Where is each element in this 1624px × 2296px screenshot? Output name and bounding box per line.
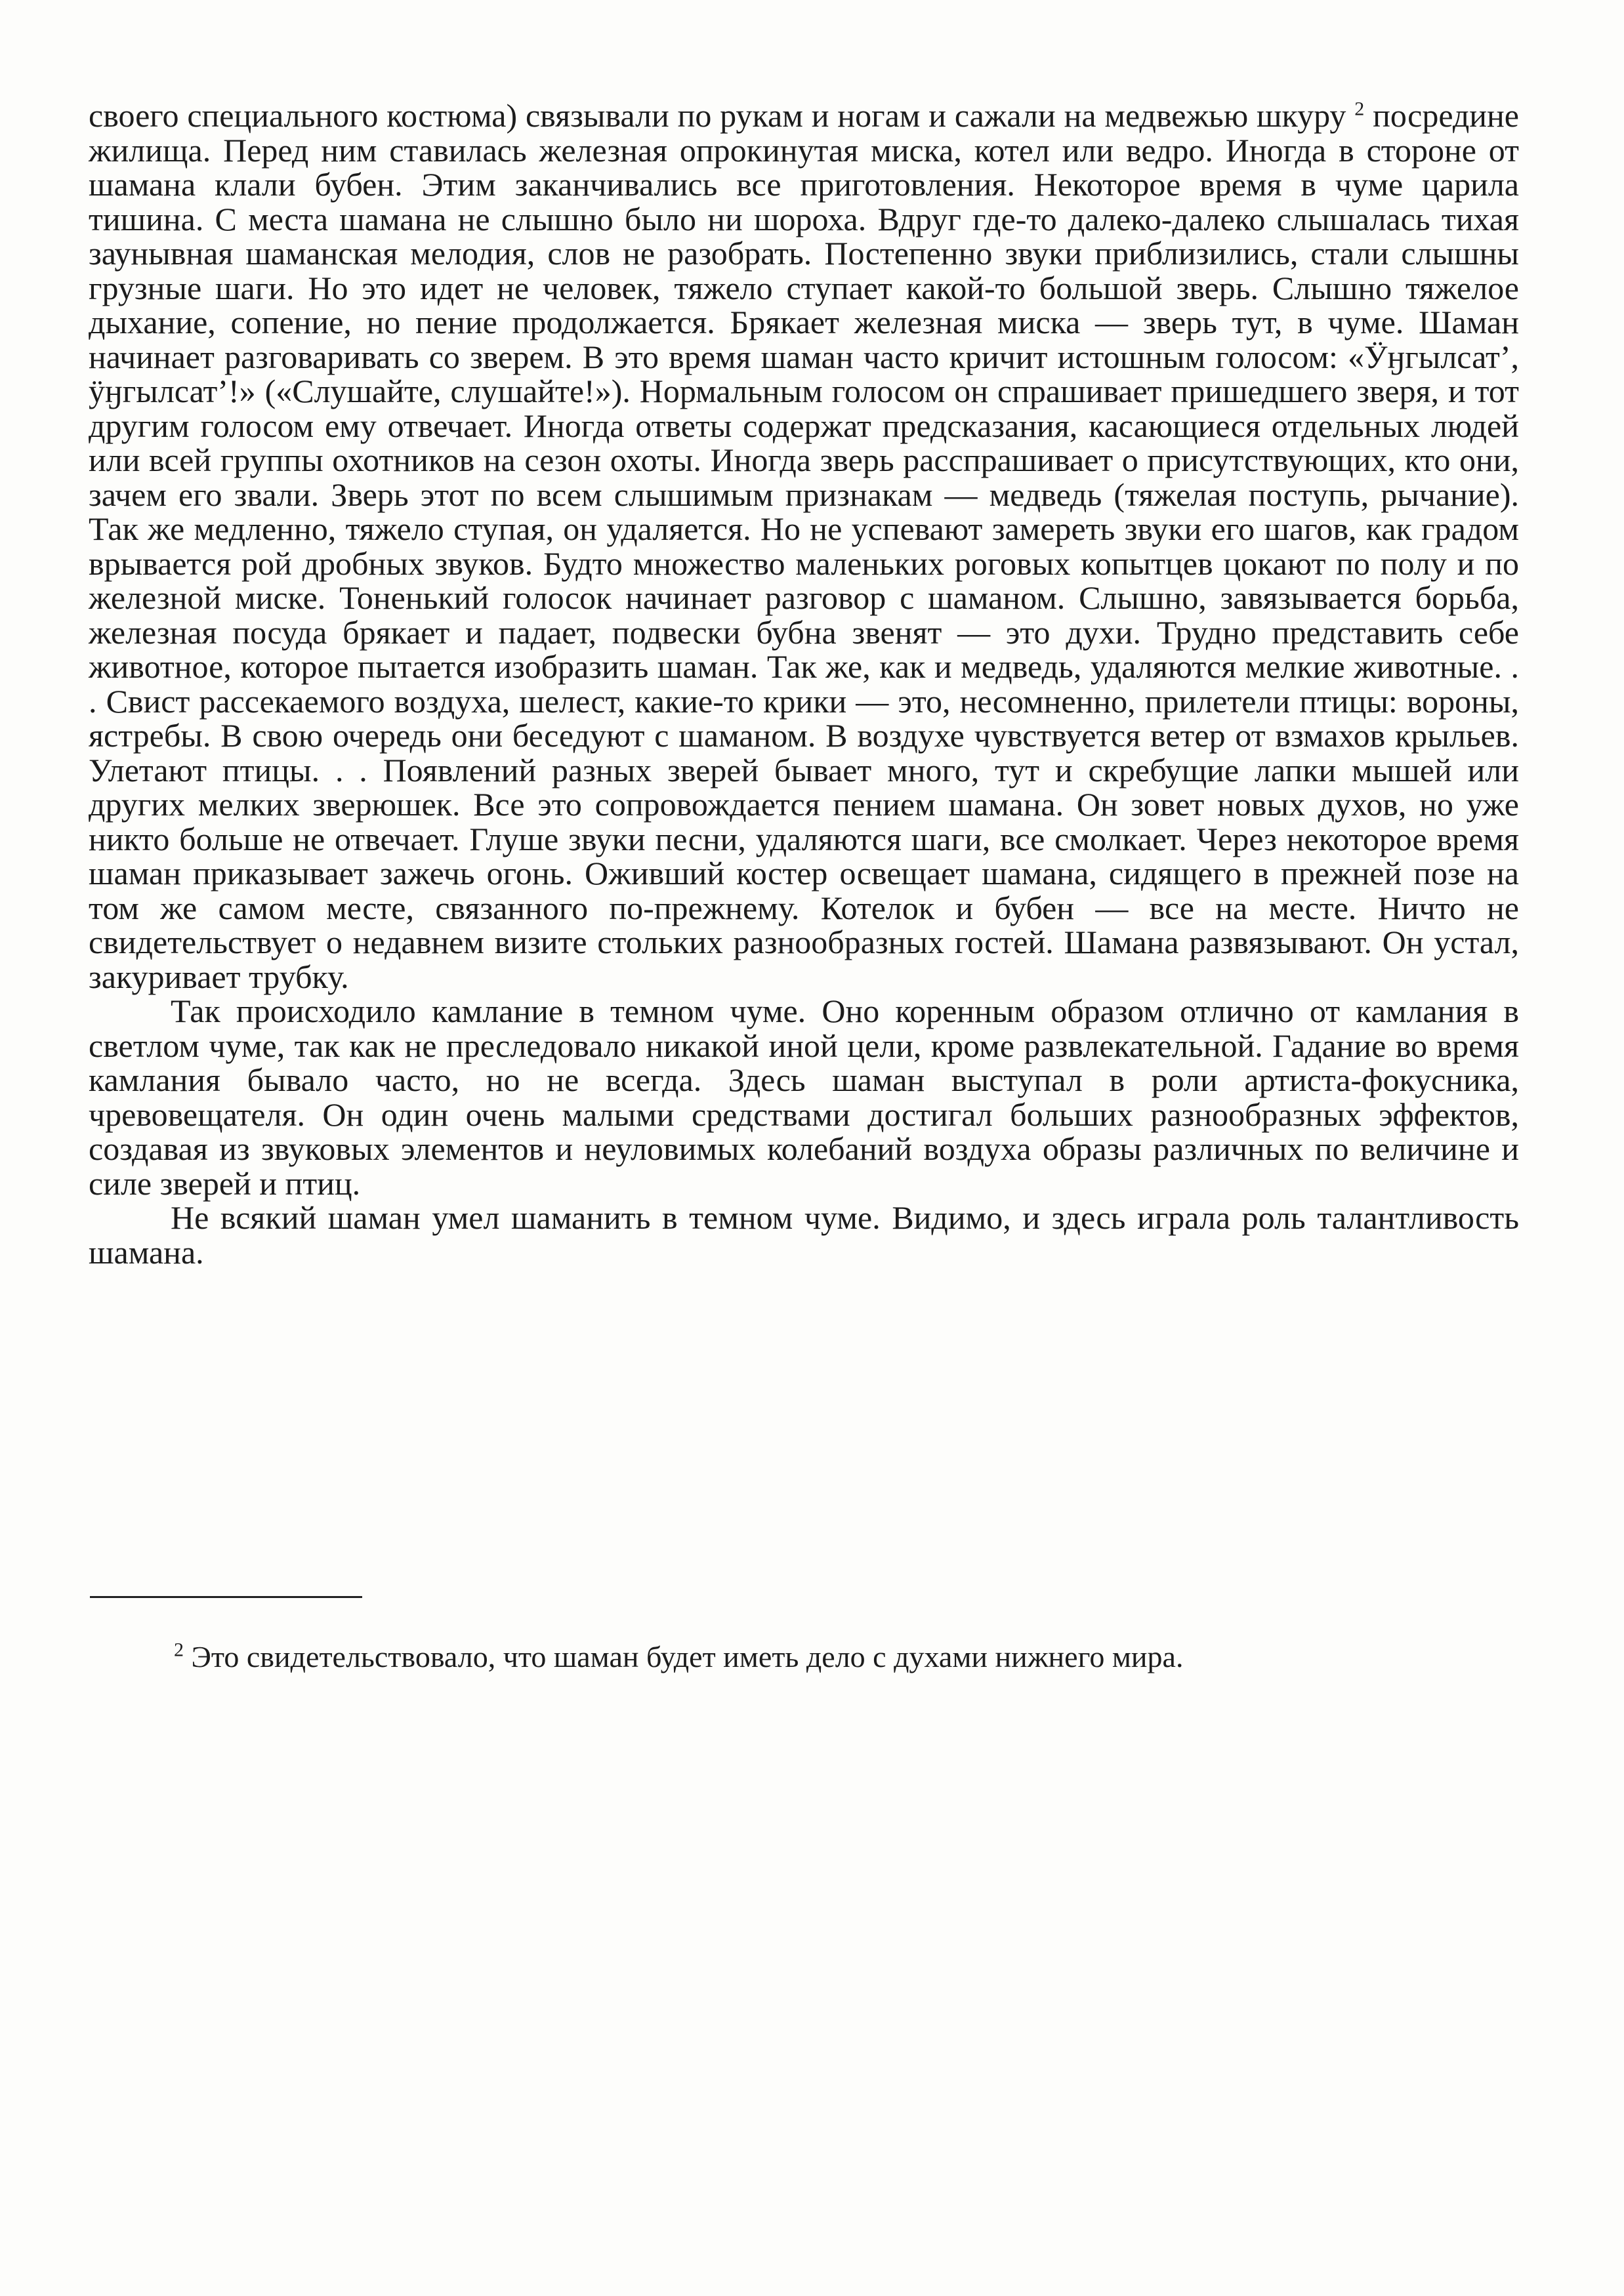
footnote — [89, 1640, 1519, 1674]
paragraph-2: Так происходило камлание в темном чуме. Оно коренным образом отлично от камлания в светлом чуме, так как не преследовало никакой иной цели, кроме развлекательной. Гадание во время камлания бывало часто, но не всегда. Здесь шаман выступал в роли артиста-фокусника, чревовещателя. Он один очень малыми средствами достигал больших разнообразных эффектов, создавая из звуковых элементов и неуловимых колебаний воздуха образы различных по величине и силе зверей и птиц. — [89, 993, 1519, 1202]
paragraph-3: Не всякий шаман умел шаманить в темном чуме. Видимо, и здесь играла роль талантливость шамана. — [89, 1199, 1519, 1271]
paragraph-1-rest: посредине жилища. Перед ним ставилась железная опрокинутая миска, котел или ведро. Иногда в стороне от шамана клали бубен. Этим заканчивались все приготовления. Некоторое время в чуме царила тишина. С места шамана не слышно было ни шороха. Вдруг где-то далеко-далеко слышалась тихая заунывная шаманская мелодия, слов не разобрать. Постепенно звуки приблизились, стали слышны грузные шаги. Но это идет не человек, тяжело ступает какой-то большой зверь. Слышно тяжелое дыхание, сопение, но пение продолжается. Брякает железная миска — зверь тут, в чуме. Шаман начинает разговаривать со зверем. В это время шаман часто кричит истошным голосом: «Ӱӈгылсат’, ӱӈгылсат’!» («Слушайте, слушайте!»). Нормальным голосом он спрашивает пришедшего зверя, и тот другим голосом ему отвечает. Иногда ответы содержат предсказания, касающиеся отдельных людей или всей группы охотников на сезон охоты. Иногда зверь расспрашивает о присутствующих, кто они, зачем его звали. Зверь этот по всем слышимым признакам — медведь (тяжелая поступь, рычание). Так же медленно, тяжело ступая, он удаляется. Но не успевают замереть звуки его шагов, как градом врывается рой дробных звуков. Будто множество маленьких роговых копытцев цокают по полу и по железной миске. Тоненький голосок начинает разговор с шаманом. Слышно, завязывается борьба, железная посуда брякает и падает, подвески бубна звенят — это духи. Трудно представить себе животное, которое пытается изобразить шаман. Так же, как и медведь, удаляются мелкие животные. . . Свист рассекаемого воздуха, шелест, какие-то крики — это, несомненно, прилетели птицы: вороны, ястребы. В свою очередь они беседуют с шаманом. В воздухе чувствуется ветер от взмахов крыльев. Улетают птицы. . . Появлений разных зверей бывает много, тут и скребущие лапки мышей или других мелких зверюшек. Все это сопровождается пением шамана. Он зовет новых духов, но уже никто больше не отвечает. Глуше звуки песни, удаляются шаги, все смолкает. Через некоторое время шаман приказывает зажечь огонь. Оживший костер освещает шамана, сидящего в прежней позе на том же самом месте, связанного по-прежнему. Котелок и бубен — все на месте. Ничто не свидетельствует о недавнем визите стольких разнообразных гостей. Шамана развязывают. Он устал, закуривает трубку. — [89, 97, 1520, 995]
footnote-text: Это свидетельствовало, что шаман будет иметь дело с духами нижнего мира. — [191, 1640, 1184, 1673]
footnote-divider — [90, 1596, 362, 1598]
footnote-reference: 2 — [1354, 98, 1365, 120]
footnote-paragraph — [89, 1640, 1519, 1674]
footnote-marker: 2 — [174, 1639, 184, 1661]
paragraph-1 — [89, 98, 1519, 994]
paragraph-1-start: своего специального костюма) связывали по рукам и ногам и сажали на медвежью шкуру — [89, 97, 1346, 134]
main-text — [89, 98, 1519, 1269]
